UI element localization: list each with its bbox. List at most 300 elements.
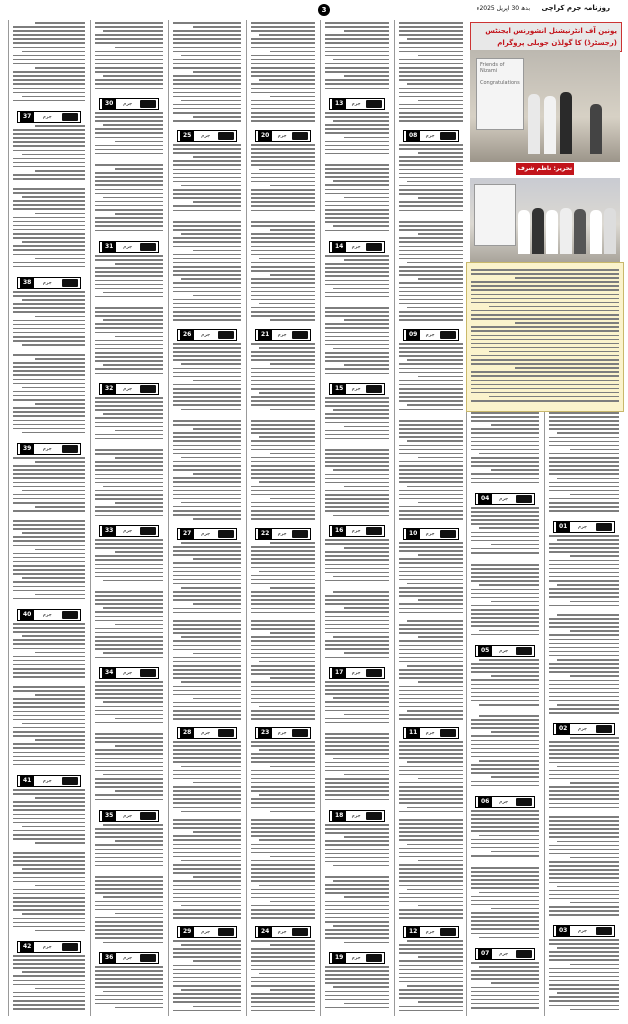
story-label: جرم	[123, 244, 133, 250]
text-line	[13, 897, 85, 899]
text-line	[251, 714, 315, 716]
text-line	[325, 733, 389, 735]
text-line	[251, 152, 315, 154]
text-line	[399, 997, 463, 999]
text-line	[325, 38, 389, 40]
text-line	[193, 116, 241, 118]
text-line	[173, 757, 241, 759]
text-line	[95, 494, 163, 496]
text-line	[344, 197, 389, 199]
text-line	[95, 230, 163, 232]
text-line	[251, 193, 315, 195]
text-line	[251, 718, 315, 720]
text-line	[549, 914, 619, 916]
text-line	[325, 340, 389, 342]
text-line	[325, 753, 389, 755]
text-line	[471, 318, 619, 320]
text-line	[333, 59, 389, 61]
text-line	[22, 490, 85, 492]
text-line	[13, 88, 85, 90]
text-line	[95, 559, 163, 561]
text-line	[325, 430, 389, 432]
text-line	[115, 430, 163, 432]
text-line	[549, 753, 619, 755]
text-line	[399, 698, 463, 700]
text-line	[399, 1010, 463, 1012]
text-line	[173, 827, 241, 829]
text-line	[399, 714, 463, 716]
text-line	[13, 303, 85, 305]
text-line	[325, 741, 389, 743]
story-label: جرم	[277, 332, 287, 338]
text-line	[399, 702, 463, 704]
text-line	[13, 864, 85, 866]
text-line	[471, 298, 619, 300]
text-line	[13, 266, 85, 268]
text-line	[471, 826, 539, 828]
text-line	[399, 917, 463, 919]
text-line	[13, 818, 85, 820]
text-line	[13, 656, 85, 658]
person-figure	[560, 92, 572, 154]
text-line	[270, 229, 315, 231]
text-line	[399, 396, 463, 398]
text-line	[325, 913, 389, 915]
text-line	[95, 685, 163, 687]
text-line	[325, 434, 389, 436]
text-line	[13, 42, 85, 44]
text-line	[325, 974, 389, 976]
text-line	[35, 67, 85, 69]
text-line	[173, 506, 241, 508]
text-line	[399, 481, 463, 483]
text-line	[325, 603, 389, 605]
story-tag	[553, 723, 615, 735]
text-line	[13, 59, 85, 61]
person-figure	[544, 96, 556, 154]
text-line	[479, 715, 539, 717]
text-line	[325, 681, 389, 683]
text-line	[95, 120, 163, 122]
text-line	[399, 461, 463, 463]
text-line	[399, 315, 463, 317]
column-8	[544, 410, 623, 1016]
text-line	[251, 636, 315, 638]
text-line	[95, 149, 163, 151]
text-line	[251, 518, 315, 520]
text-line	[22, 635, 85, 637]
text-line	[471, 999, 539, 1001]
text-line	[399, 42, 463, 44]
text-line	[115, 213, 163, 215]
text-line	[471, 785, 539, 787]
text-line	[251, 55, 315, 57]
text-line	[549, 634, 619, 636]
text-line	[251, 160, 315, 162]
text-block	[325, 681, 389, 726]
text-line	[251, 181, 315, 183]
text-block	[95, 876, 163, 946]
text-line	[173, 262, 241, 264]
text-line	[399, 872, 463, 874]
text-line	[557, 539, 619, 541]
text-line	[251, 909, 315, 911]
text-line	[325, 193, 389, 195]
text-line	[399, 392, 463, 394]
text-line	[399, 657, 463, 659]
text-line	[251, 880, 315, 882]
text-line	[95, 255, 163, 257]
text-line	[471, 875, 539, 877]
text-line	[13, 208, 85, 210]
text-line	[95, 340, 163, 342]
text-line	[399, 628, 463, 630]
paper-logo-icon	[218, 132, 234, 140]
text-line	[95, 714, 163, 716]
text-block	[325, 876, 389, 946]
text-line	[95, 620, 163, 622]
text-line	[173, 88, 241, 90]
text-line	[399, 514, 463, 516]
text-line	[479, 704, 539, 706]
text-line	[471, 928, 539, 930]
text-line	[251, 156, 315, 158]
text-block	[549, 614, 619, 716]
text-line	[399, 368, 463, 370]
text-line	[13, 905, 85, 907]
text-line	[471, 768, 539, 770]
text-line	[325, 966, 389, 968]
text-line	[173, 807, 241, 809]
text-line	[325, 853, 389, 855]
text-line	[173, 741, 241, 743]
text-line	[95, 966, 163, 968]
text-line	[95, 373, 163, 375]
text-line	[407, 262, 463, 264]
text-line	[549, 778, 619, 780]
text-line	[95, 753, 163, 755]
text-line	[471, 700, 539, 702]
text-line	[35, 885, 85, 887]
issue-date: بدھ 30 اپریل 2025ء	[476, 5, 530, 12]
text-line	[103, 580, 163, 582]
text-line	[549, 412, 619, 414]
text-line	[549, 618, 619, 620]
text-line	[399, 246, 463, 248]
text-line	[173, 307, 241, 309]
text-line	[35, 213, 85, 215]
text-line	[471, 822, 539, 824]
text-line	[325, 778, 389, 780]
text-line	[399, 92, 463, 94]
story-tag	[17, 609, 81, 621]
text-line	[325, 595, 389, 597]
text-line	[333, 986, 389, 988]
text-block	[251, 542, 315, 616]
story-label: جرم	[499, 951, 509, 957]
text-block	[95, 824, 163, 869]
text-line	[173, 481, 241, 483]
text-line	[173, 770, 241, 772]
paper-logo-icon	[62, 777, 78, 785]
text-block	[251, 819, 315, 921]
story-label: جرم	[201, 133, 211, 139]
text-block	[173, 343, 241, 413]
text-line	[251, 562, 315, 564]
text-line	[173, 778, 241, 780]
text-line	[325, 124, 389, 126]
text-line	[549, 568, 619, 570]
text-line	[173, 436, 241, 438]
text-block	[13, 125, 85, 182]
text-line	[173, 571, 241, 573]
text-line	[399, 506, 463, 508]
text-line	[570, 902, 619, 904]
text-line	[471, 568, 539, 570]
text-line	[471, 441, 539, 443]
text-line	[95, 83, 163, 85]
paper-logo-icon	[366, 954, 382, 962]
text-line	[471, 511, 539, 513]
text-line	[549, 939, 619, 941]
text-line	[13, 188, 85, 190]
text-line	[13, 229, 85, 231]
text-line	[181, 55, 241, 57]
text-line	[173, 461, 241, 463]
text-line	[95, 498, 163, 500]
text-line	[471, 273, 619, 275]
text-line	[103, 75, 163, 77]
text-line	[251, 969, 315, 971]
text-line	[471, 461, 539, 463]
text-line	[471, 883, 539, 885]
column-7	[466, 410, 543, 1016]
story-label: جرم	[201, 730, 211, 736]
text-line	[399, 989, 463, 991]
text-line	[173, 30, 241, 32]
text-line	[399, 757, 463, 759]
text-line	[399, 661, 463, 663]
text-line	[325, 991, 389, 993]
text-line	[399, 718, 463, 720]
text-block	[173, 542, 241, 616]
text-line	[399, 258, 463, 260]
text-line	[471, 473, 539, 475]
text-line	[13, 719, 85, 721]
text-line	[13, 92, 85, 94]
text-line	[173, 51, 241, 53]
text-line	[399, 428, 463, 430]
text-line	[471, 871, 539, 873]
text-line	[251, 502, 315, 504]
text-line	[251, 461, 315, 463]
text-line	[549, 564, 619, 566]
text-line	[471, 679, 539, 681]
text-line	[325, 824, 389, 826]
story-label: جرم	[123, 101, 133, 107]
text-line	[491, 851, 539, 853]
text-line	[251, 83, 315, 85]
text-block	[251, 741, 315, 815]
text-line	[251, 490, 315, 492]
text-line	[325, 461, 389, 463]
text-line	[251, 26, 315, 28]
text-line	[13, 793, 85, 795]
text-line	[399, 445, 463, 447]
text-line	[193, 518, 241, 520]
text-line	[479, 527, 539, 529]
text-line	[325, 632, 389, 634]
text-line	[399, 571, 463, 573]
text-line	[13, 55, 85, 57]
text-line	[399, 59, 463, 61]
text-line	[173, 546, 241, 548]
text-line	[251, 612, 315, 614]
text-line	[173, 59, 241, 61]
text-line	[471, 978, 539, 980]
text-line	[173, 786, 241, 788]
text-line	[251, 205, 315, 207]
text-line	[549, 535, 619, 537]
text-line	[251, 241, 315, 243]
text-line	[399, 794, 463, 796]
text-line	[13, 860, 85, 862]
text-line	[173, 181, 241, 183]
text-line	[549, 1000, 619, 1002]
text-line	[325, 405, 389, 407]
text-line	[325, 857, 389, 859]
text-line	[95, 515, 163, 517]
text-line	[399, 363, 463, 365]
text-block	[325, 397, 389, 442]
text-block	[549, 939, 619, 1013]
text-line	[471, 310, 619, 312]
text-line	[399, 770, 463, 772]
text-line	[95, 741, 163, 743]
text-line	[251, 262, 315, 264]
text-line	[251, 985, 315, 987]
text-line	[13, 889, 85, 891]
text-line	[22, 96, 85, 98]
text-line	[13, 262, 85, 264]
text-line	[251, 396, 315, 398]
text-line	[325, 978, 389, 980]
text-line	[95, 778, 163, 780]
text-line	[399, 575, 463, 577]
text-line	[471, 887, 539, 889]
text-line	[95, 259, 163, 261]
text-line	[13, 975, 85, 977]
text-line	[193, 831, 241, 833]
text-line	[95, 799, 163, 801]
text-line	[399, 876, 463, 878]
text-line	[35, 316, 85, 318]
text-line	[251, 22, 315, 24]
text-line	[418, 278, 463, 280]
text-line	[471, 540, 539, 542]
text-block	[95, 591, 163, 661]
text-line	[95, 828, 163, 830]
text-line	[399, 909, 463, 911]
text-line	[13, 822, 85, 824]
text-line	[13, 809, 85, 811]
text-line	[325, 67, 389, 69]
text-line	[325, 22, 389, 24]
text-line	[95, 327, 163, 329]
text-line	[270, 409, 315, 411]
text-line	[173, 710, 241, 712]
text-line	[251, 913, 315, 915]
text-line	[471, 1007, 539, 1009]
text-line	[95, 636, 163, 638]
text-line	[251, 681, 315, 683]
text-line	[325, 47, 389, 49]
text-line	[115, 718, 163, 720]
text-line	[251, 164, 315, 166]
text-line	[344, 319, 389, 321]
text-line	[325, 176, 389, 178]
story-tag	[403, 528, 459, 540]
text-line	[549, 849, 619, 851]
text-line	[173, 839, 241, 841]
photo-banner	[474, 184, 516, 246]
text-line	[13, 482, 85, 484]
text-line	[399, 347, 463, 349]
text-line	[95, 693, 163, 695]
text-line	[173, 510, 241, 512]
text-line	[173, 1001, 241, 1003]
text-line	[173, 42, 241, 44]
text-line	[103, 197, 163, 199]
text-line	[399, 88, 463, 90]
paper-logo-icon	[140, 954, 156, 962]
person-figure	[546, 210, 558, 254]
text-line	[13, 731, 85, 733]
text-line	[479, 966, 539, 968]
text-line	[399, 612, 463, 614]
text-line	[181, 542, 241, 544]
text-line	[325, 828, 389, 830]
text-line	[193, 201, 241, 203]
text-line	[95, 315, 163, 317]
text-line	[325, 506, 389, 508]
story-label: جرم	[425, 133, 435, 139]
text-line	[325, 315, 389, 317]
text-line	[251, 514, 315, 516]
text-line	[471, 752, 539, 754]
story-tag	[177, 727, 237, 739]
text-line	[399, 864, 463, 866]
text-line	[173, 22, 241, 24]
text-line	[325, 55, 389, 57]
text-line	[325, 42, 389, 44]
text-line	[193, 782, 241, 784]
story-label: جرم	[123, 955, 133, 961]
text-line	[173, 790, 241, 792]
text-line	[22, 344, 85, 346]
text-line	[251, 1001, 315, 1003]
text-line	[251, 449, 315, 451]
text-line	[325, 710, 389, 712]
story-number: 07	[478, 949, 492, 959]
text-line	[418, 860, 463, 862]
text-line	[173, 287, 241, 289]
text-line	[173, 844, 241, 846]
text-line	[259, 436, 315, 438]
text-line	[399, 432, 463, 434]
text-line	[13, 469, 85, 471]
text-line	[13, 901, 85, 903]
